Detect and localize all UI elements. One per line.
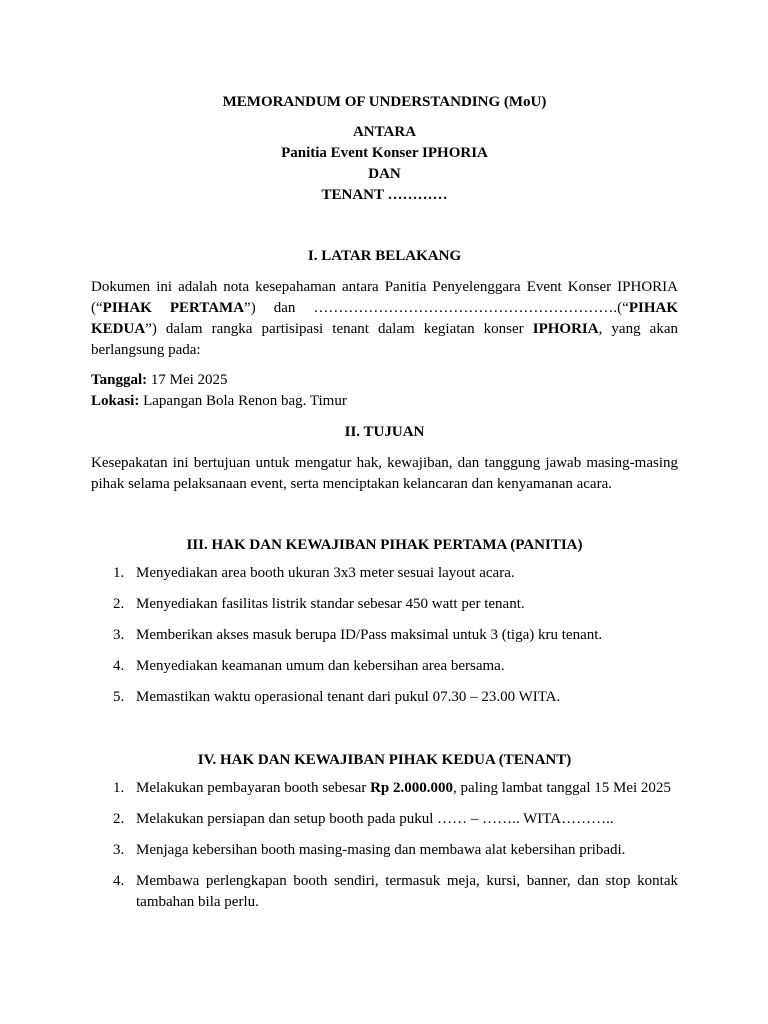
date-value: 17 Mei 2025 <box>147 372 228 388</box>
first-party-term: PIHAK PERTAMA <box>102 300 245 316</box>
list-number: 4. <box>113 873 125 889</box>
background-text-3: ”) dalam rangka partisipasi tenant dalam kegiatan konser <box>145 321 533 337</box>
list-item <box>91 871 678 913</box>
list-number: 2. <box>113 596 125 612</box>
list-text: Menyediakan keamanan umum dan kebersihan area bersama. <box>136 658 505 674</box>
list-number: 4. <box>113 658 125 674</box>
and-label: DAN <box>368 166 401 182</box>
list-item <box>91 625 678 646</box>
party-one-name: Panitia Event Konser IPHORIA <box>281 145 488 161</box>
date-line <box>91 370 678 391</box>
payment-text-2: , paling lambat tanggal 15 Mei 2025 <box>453 780 671 796</box>
list-number: 2. <box>113 811 125 827</box>
location-value: Lapangan Bola Renon bag. Timur <box>139 393 347 409</box>
section-4-heading: IV. HAK DAN KEWAJIBAN PIHAK KEDUA (TENANT) <box>197 752 572 768</box>
list-item <box>91 687 678 708</box>
list-number: 3. <box>113 627 125 643</box>
list-item <box>91 840 678 861</box>
second-party-term: PIHAK KEDUA <box>91 300 678 337</box>
list-number: 3. <box>113 842 125 858</box>
first-party-obligations-list <box>91 563 678 708</box>
list-number: 1. <box>113 780 125 796</box>
list-text: Memastikan waktu operasional tenant dari pukul 07.30 – 23.00 WITA. <box>136 689 561 705</box>
payment-text-1: Melakukan pembayaran booth sebesar <box>136 780 371 796</box>
second-party-obligations-list <box>91 778 678 913</box>
list-item <box>91 809 678 830</box>
between-label: ANTARA <box>352 124 417 140</box>
list-number: 5. <box>113 689 125 705</box>
party-two-name: TENANT ………… <box>321 187 448 203</box>
section-1-heading: I. LATAR BELAKANG <box>307 248 462 264</box>
list-text: Membawa perlengkapan booth sendiri, termasuk meja, kursi, banner, dan stop kontak tambahan bila perlu. <box>136 873 678 910</box>
event-name: IPHORIA <box>532 321 599 337</box>
section-2-heading: II. TUJUAN <box>344 424 425 440</box>
background-text-4: , yang akan berlangsung pada: <box>91 321 678 358</box>
purpose-paragraph: Kesepakatan ini bertujuan untuk mengatur hak, kewajiban, dan tanggung jawab masing-masing pihak selama pelaksanaan event, serta menciptakan kelancaran dan kenyamanan acara. <box>91 455 678 492</box>
list-text: Menyediakan fasilitas listrik standar sebesar 450 watt per tenant. <box>136 596 525 612</box>
title-block <box>91 92 678 206</box>
background-paragraph <box>91 277 678 361</box>
list-text: Menjaga kebersihan booth masing-masing dan membawa alat kebersihan pribadi. <box>136 842 626 858</box>
section-3-heading: III. HAK DAN KEWAJIBAN PIHAK PERTAMA (PANITIA) <box>186 537 583 553</box>
list-text: Menyediakan area booth ukuran 3x3 meter sesuai layout acara. <box>136 565 515 581</box>
payment-amount: Rp 2.000.000 <box>370 780 454 796</box>
location-label: Lokasi: <box>91 393 140 409</box>
list-item <box>91 563 678 584</box>
list-text: Melakukan persiapan dan setup booth pada pukul …… – …….. WITA……….. <box>136 811 614 827</box>
location-line <box>91 391 678 412</box>
list-item <box>91 778 678 799</box>
list-item <box>91 656 678 677</box>
list-number: 1. <box>113 565 125 581</box>
list-item <box>91 594 678 615</box>
date-label: Tanggal: <box>91 372 148 388</box>
document-title: MEMORANDUM OF UNDERSTANDING (MoU) <box>222 94 547 110</box>
list-text: Memberikan akses masuk berupa ID/Pass maksimal untuk 3 (tiga) kru tenant. <box>136 627 603 643</box>
background-text-1: Dokumen ini adalah nota kesepahaman antara Panitia Penyelenggara Event Konser IPHORIA (“ <box>91 279 678 316</box>
background-text-2: ”) dan …………………………………………………….(“ <box>244 300 629 316</box>
